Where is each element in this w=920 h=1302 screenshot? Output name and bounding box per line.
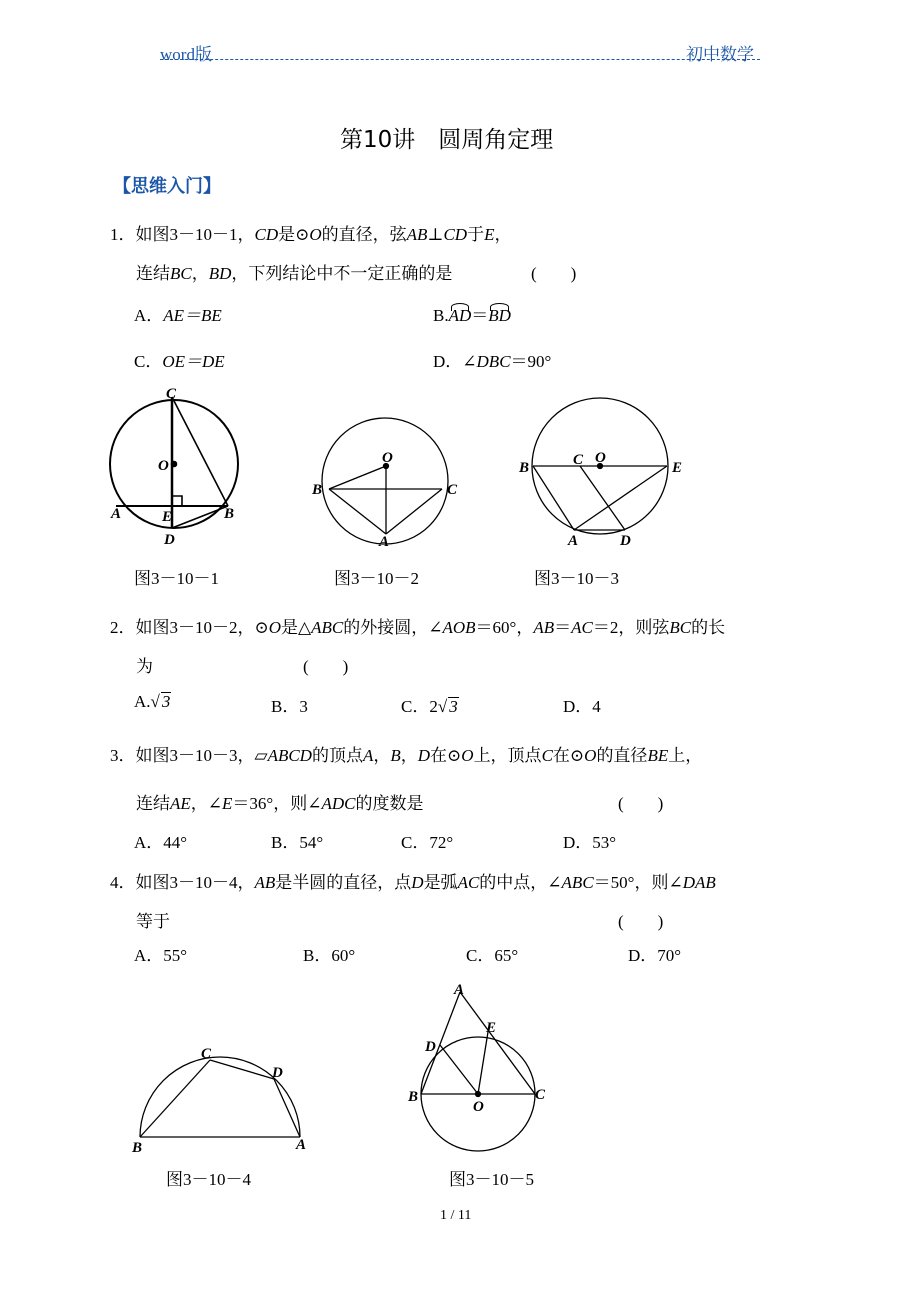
header-left: word版 <box>160 45 212 64</box>
fig3-label-e: E <box>672 460 683 476</box>
fig1-label-e: E <box>162 509 173 525</box>
q1-option-b: B.AD＝BD <box>433 306 511 325</box>
q3-option-a: A．44° <box>134 833 188 852</box>
fig5-label-o: O <box>473 1099 484 1115</box>
q3-option-c: C．72° <box>401 833 454 852</box>
q3-line2: 连结AE，∠E＝36°，则∠ADC的度数是 <box>136 794 424 813</box>
q4-option-a: A．55° <box>134 946 188 965</box>
fig1-label-b: B <box>224 506 235 522</box>
fig5-label-e: E <box>486 1020 497 1036</box>
page-title: 第10讲 圆周角定理 <box>340 127 554 153</box>
q2-option-c: C．2√ 3 <box>401 697 458 716</box>
fig1-label-o: O <box>158 458 169 474</box>
q3-option-d: D．53° <box>563 833 617 852</box>
page-number: 1 / 11 <box>440 1208 472 1223</box>
figures-row1 <box>100 382 700 552</box>
q4-line2: 等于 <box>136 912 170 931</box>
fig4-label-b: B <box>132 1140 143 1156</box>
q3-option-b: B．54° <box>271 833 324 852</box>
q1-answer-paren: ( ) <box>531 264 577 283</box>
fig1-label-a: A <box>111 506 122 522</box>
figures-row2 <box>100 970 580 1165</box>
q1-option-c: C．OE＝DE <box>134 352 225 371</box>
fig5-label-d: D <box>425 1039 436 1055</box>
q1-line1: 1．如图3－10－1，CD是⊙O的直径，弦AB⊥CD于E， <box>110 225 512 244</box>
figure-3-10-1 <box>110 397 238 528</box>
fig1-label-c: C <box>166 386 177 402</box>
q4-option-d: D．70° <box>628 946 682 965</box>
fig1-caption: 图3－10－1 <box>134 569 219 588</box>
fig3-label-a: A <box>568 533 579 549</box>
fig2-caption: 图3－10－2 <box>334 569 419 588</box>
fig5-label-c: C <box>535 1087 546 1103</box>
fig5-label-b: B <box>408 1089 419 1105</box>
q4-line1: 4．如图3－10－4，AB是半圆的直径，点D是弧AC的中点，∠ABC＝50°，则∠DAB <box>110 873 716 892</box>
q4-option-c: C．65° <box>466 946 519 965</box>
q2-answer-paren: ( ) <box>303 657 349 676</box>
fig4-label-d: D <box>272 1065 283 1081</box>
header-right: 初中数学 <box>686 45 754 64</box>
fig1-label-d: D <box>164 532 175 548</box>
q2-line1: 2．如图3－10－2，⊙O是△ABC的外接圆，∠AOB＝60°，AB＝AC＝2，则弦BC的长 <box>110 618 726 637</box>
q1-option-a: A．AE＝BE <box>134 306 222 325</box>
q2-line2: 为 <box>136 657 153 676</box>
q3-answer-paren: ( ) <box>618 794 664 813</box>
fig3-label-c: C <box>573 452 584 468</box>
figure-3-10-5 <box>421 992 535 1151</box>
figure-3-10-2 <box>322 418 448 544</box>
fig2-label-a: A <box>379 534 390 550</box>
fig2-label-b: B <box>312 482 323 498</box>
fig2-label-c: C <box>447 482 458 498</box>
fig4-label-a: A <box>296 1137 307 1153</box>
q1-line2: 连结BC，BD，下列结论中不一定正确的是 <box>136 264 453 283</box>
q2-option-a: A.√ 3 <box>134 692 171 711</box>
fig3-label-d: D <box>620 533 631 549</box>
section-heading: 【思维入门】 <box>113 176 221 197</box>
fig4-caption: 图3－10－4 <box>166 1170 251 1189</box>
fig4-label-c: C <box>201 1046 212 1062</box>
q2-option-d: D．4 <box>563 697 601 716</box>
q3-line1: 3．如图3－10－3，▱ABCD的顶点A，B，D在⊙O上，顶点C在⊙O的直径BE上， <box>110 746 703 765</box>
fig3-caption: 图3－10－3 <box>534 569 619 588</box>
header-divider <box>160 59 760 60</box>
fig2-label-o: O <box>382 450 393 466</box>
q4-answer-paren: ( ) <box>618 912 664 931</box>
fig5-caption: 图3－10－5 <box>449 1170 534 1189</box>
q2-option-b: B．3 <box>271 697 308 716</box>
fig5-label-a: A <box>454 982 465 998</box>
fig3-label-o: O <box>595 450 606 466</box>
figure-3-10-3 <box>532 398 668 534</box>
q1-option-d: D．∠DBC＝90° <box>433 352 552 371</box>
fig3-label-b: B <box>519 460 530 476</box>
q4-option-b: B．60° <box>303 946 356 965</box>
